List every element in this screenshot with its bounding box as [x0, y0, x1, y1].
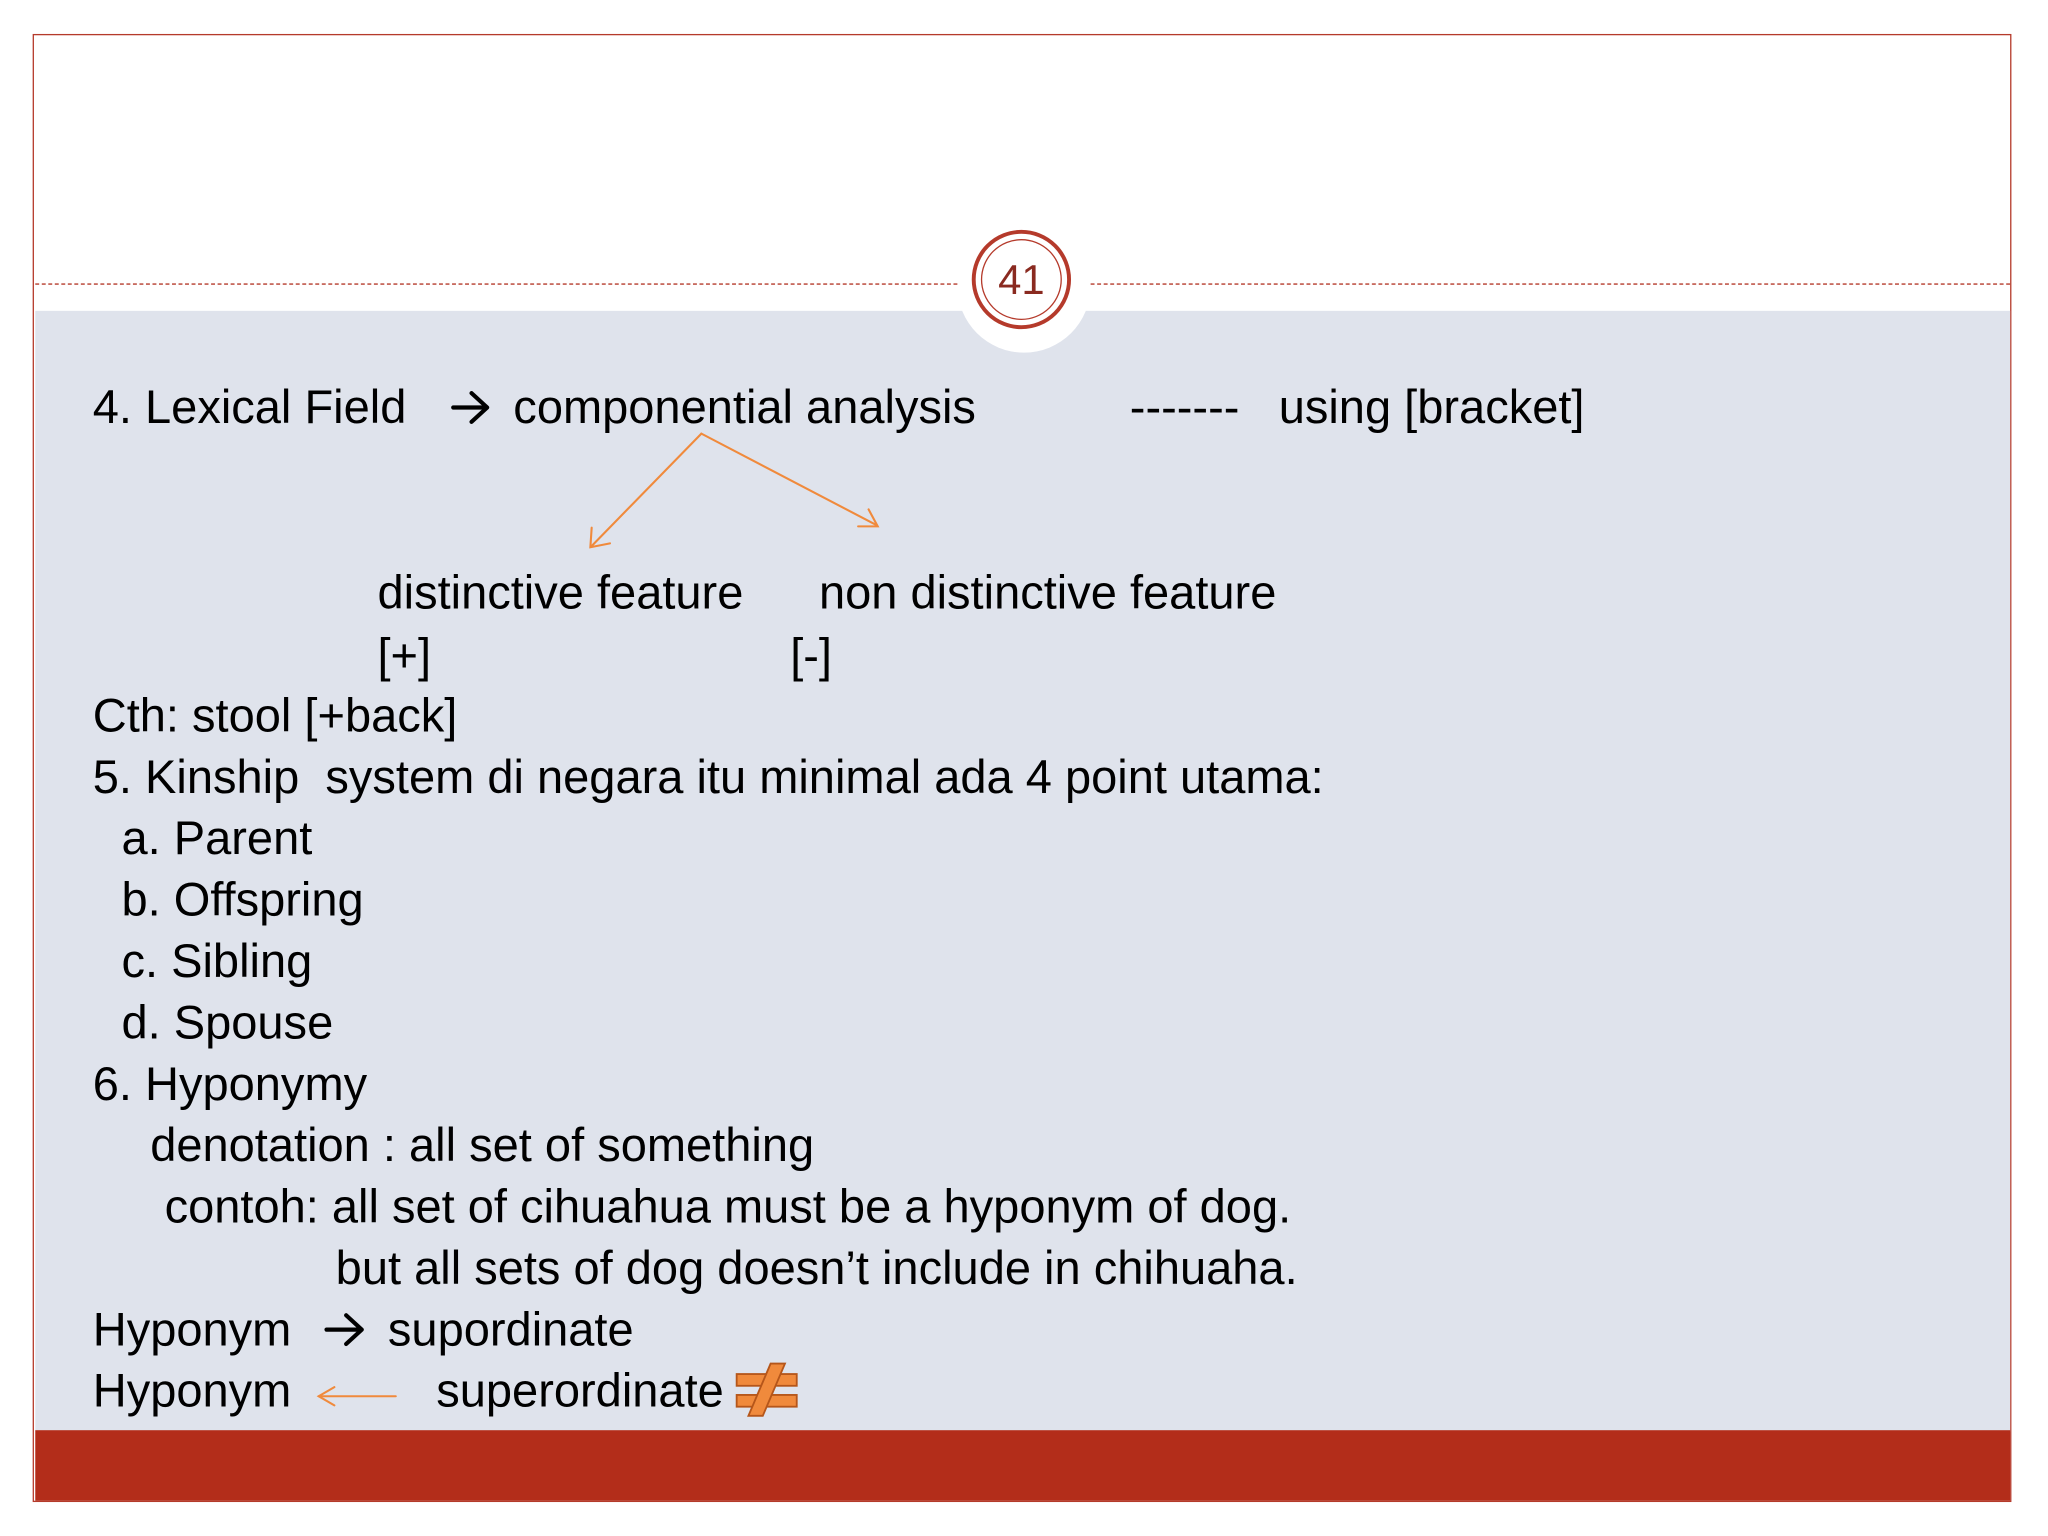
example-line: Cth: stool [+back] [92, 688, 458, 742]
hyponym-left-2: Hyponym [92, 1363, 292, 1418]
page-number: 41 [981, 239, 1062, 320]
bracket-note: using [bracket] [1278, 380, 1585, 434]
distinctive-feature: distinctive feature [377, 565, 744, 620]
kinship-item-sibling: c. Sibling [121, 933, 313, 988]
non-distinctive-feature: non distinctive feature [818, 565, 1277, 620]
but-line: but all sets of dog doesn’t include in chihuaha. [335, 1240, 1298, 1295]
hyponym-left-1: Hyponym [92, 1302, 292, 1356]
hyponymy-heading: 6. Hyponymy [92, 1056, 368, 1111]
supordinate-text: supordinate [387, 1302, 634, 1356]
lexical-field-label: 4. Lexical Field [92, 380, 407, 434]
kinship-item-spouse: d. Spouse [121, 995, 334, 1049]
contoh-line: contoh: all set of cihuahua must be a hyponym of dog. [164, 1179, 1292, 1233]
plus-bracket: [+] [377, 628, 432, 682]
minus-bracket: [-] [790, 628, 832, 682]
kinship-heading: 5. Kinship system di negara itu minimal ada 4 point utama: [92, 749, 1324, 804]
superordinate-text: superordinate [436, 1363, 724, 1418]
kinship-item-offspring: b. Offspring [121, 872, 364, 927]
denotation-line: denotation : all set of something [150, 1118, 815, 1172]
kinship-item-parent: a. Parent [121, 811, 313, 865]
dash-separator: ------- [1129, 380, 1240, 434]
componential-analysis-text: componential analysis [513, 380, 976, 434]
